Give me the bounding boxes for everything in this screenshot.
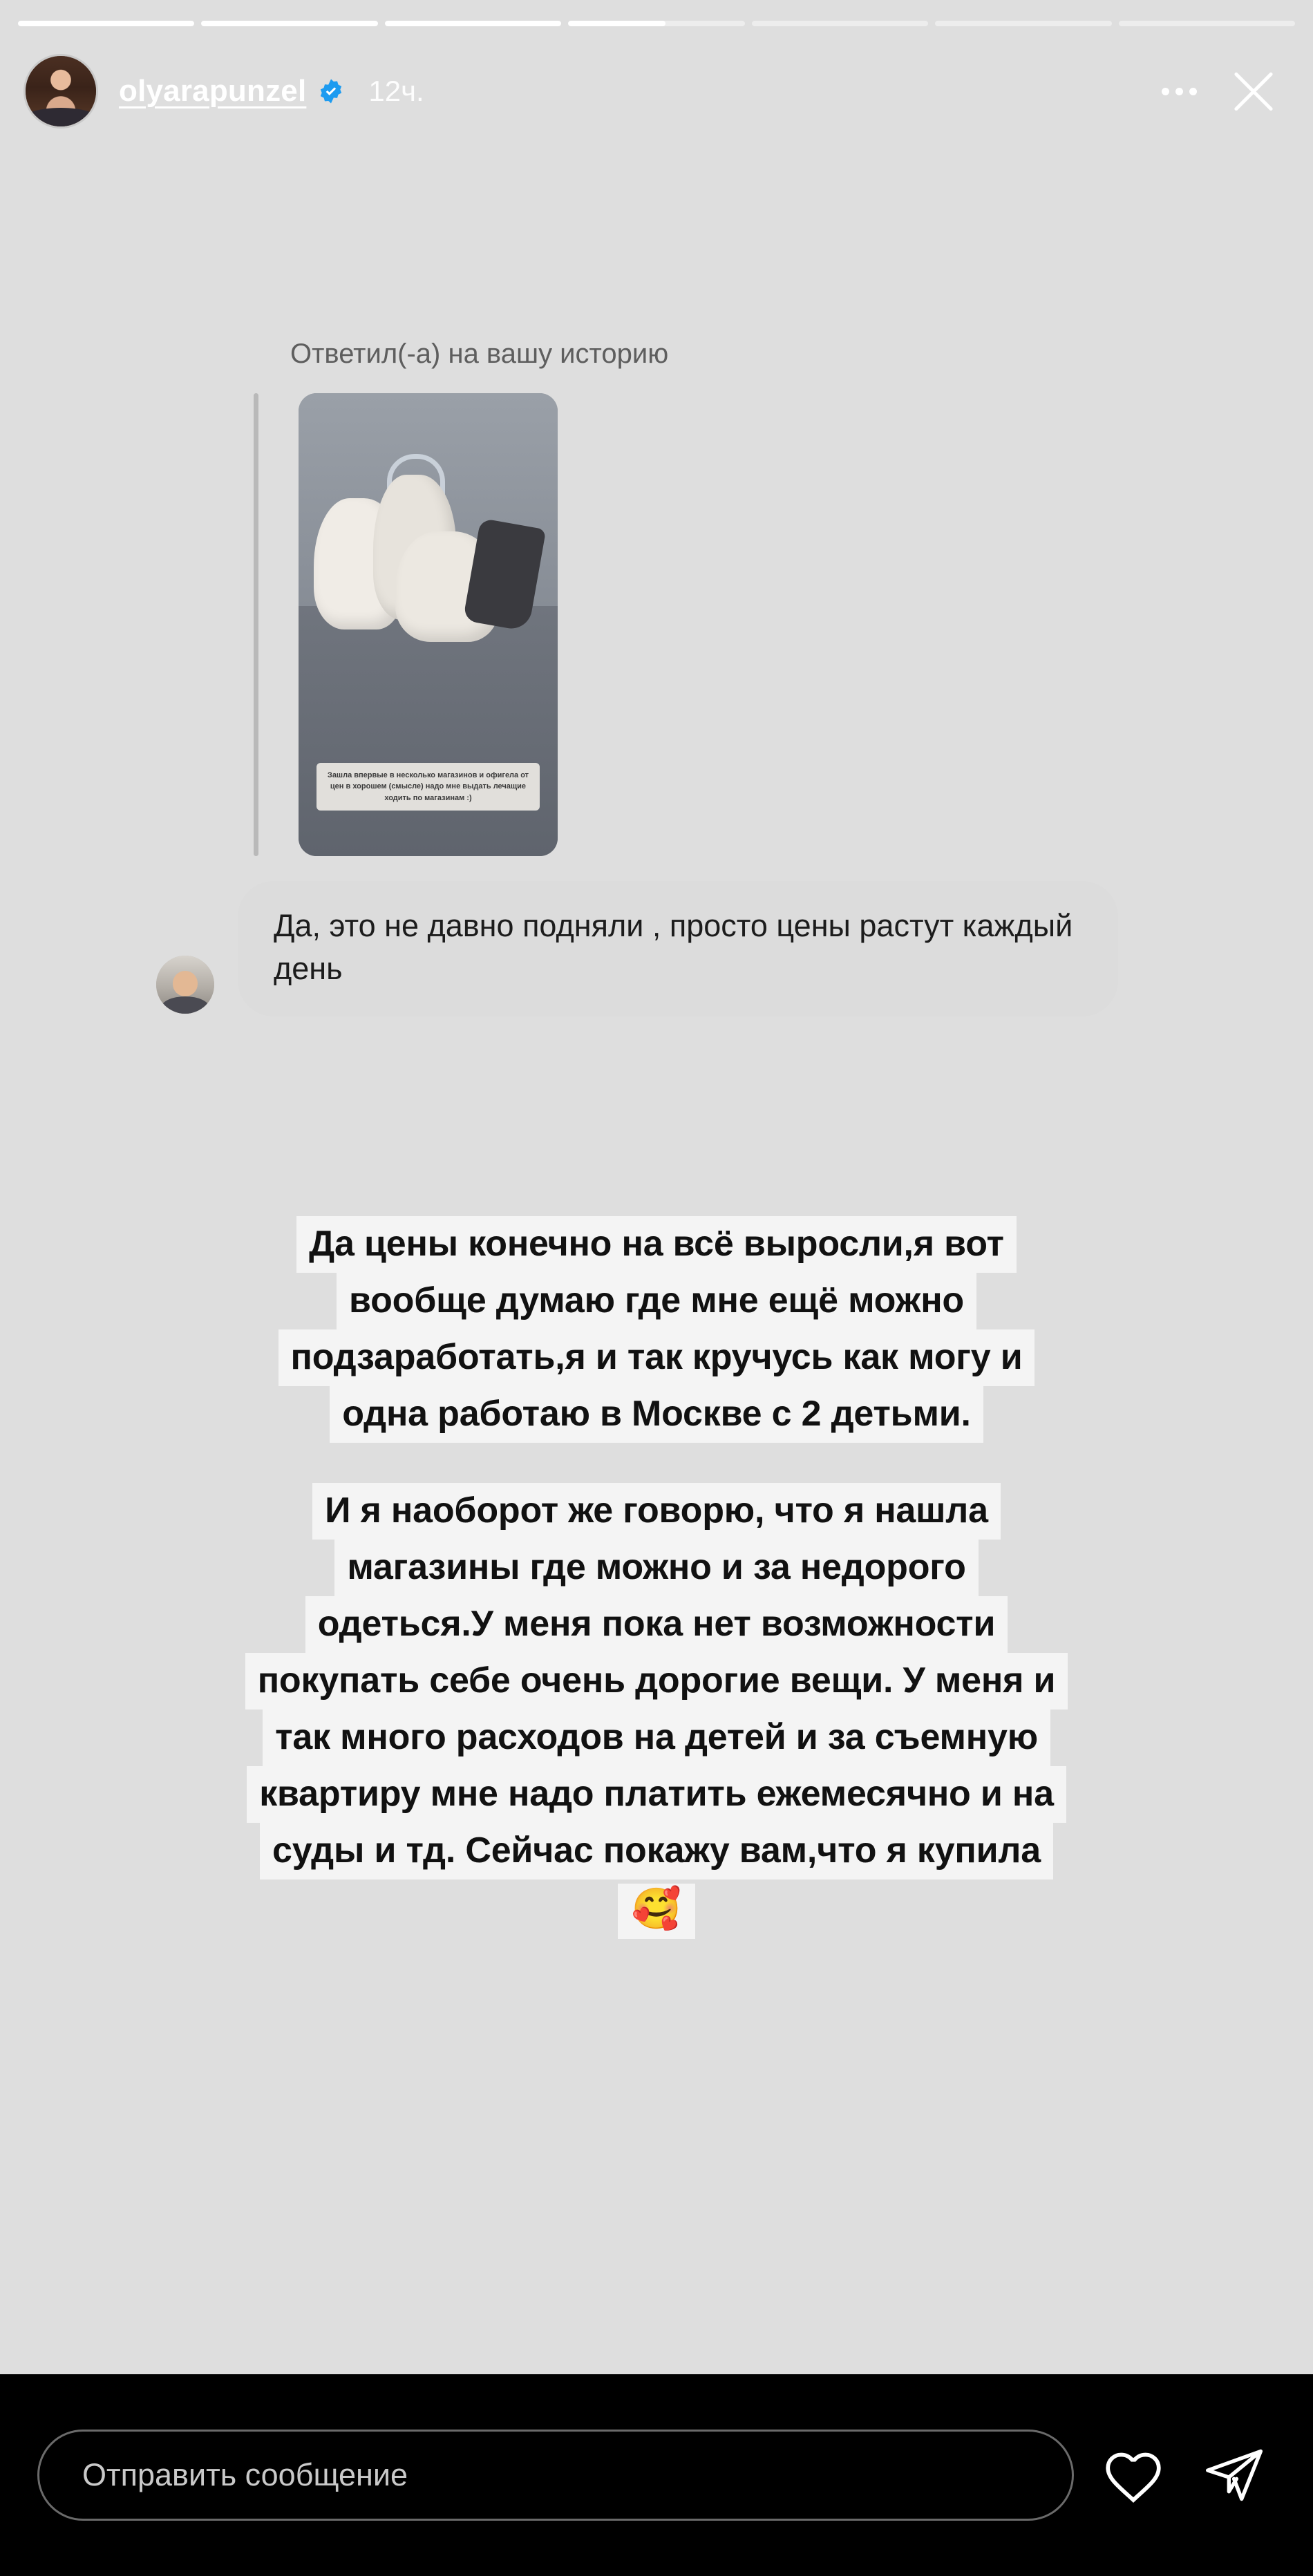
story-footer: [0, 2374, 1313, 2576]
caption-line: покупать себе очень дорогие вещи. У меня и: [245, 1653, 1068, 1710]
caption-paragraph: [0, 1216, 1313, 1443]
caption-line: одеться.У меня пока нет возможности: [305, 1596, 1008, 1653]
reply-message-bubble: Да, это не давно подняли , просто цены растут каждый день: [238, 881, 1118, 1016]
progress-segment[interactable]: [385, 21, 561, 26]
caption-line: магазины где можно и за недорого: [334, 1540, 978, 1596]
progress-segment[interactable]: [935, 21, 1111, 26]
story-header: [0, 43, 1313, 140]
caption-emoji: 🥰: [618, 1884, 695, 1939]
story-background-bottom: [0, 2250, 1313, 2374]
timestamp: 12ч.: [368, 75, 424, 107]
thumbnail-caption: Зашла впервые в несколько магазинов и офигела от цен в хорошем (смысле) надо мне выдать лечащие ходить по магазинам :): [317, 763, 540, 811]
caption-line: вообще думаю где мне ещё можно: [337, 1273, 976, 1329]
quoted-story-thumbnail[interactable]: [299, 393, 558, 856]
story-reply-block: [131, 339, 1189, 1016]
story-progress-bar: [18, 21, 1295, 26]
caption-line: суды и тд. Сейчас покажу вам,что я купила: [260, 1823, 1053, 1879]
caption-paragraph: [0, 1483, 1313, 1939]
username[interactable]: olyarapunzel: [119, 74, 307, 108]
sofa-seat: [299, 606, 558, 856]
story-caption: [0, 1216, 1313, 1939]
caption-line: И я наоборот же говорю, что я нашла: [312, 1483, 1001, 1540]
progress-segment[interactable]: [201, 21, 377, 26]
close-icon[interactable]: [1222, 59, 1285, 123]
replier-avatar[interactable]: [156, 956, 214, 1014]
progress-segment[interactable]: [18, 21, 194, 26]
quote-bar: [254, 393, 258, 856]
send-icon[interactable]: [1193, 2434, 1276, 2517]
more-options-icon[interactable]: [1151, 64, 1207, 119]
verified-badge-icon: [317, 77, 345, 105]
progress-segment[interactable]: [752, 21, 928, 26]
reply-message-row: [131, 881, 1189, 1016]
replied-label: Ответил(-а) на вашу историю: [290, 339, 669, 369]
progress-segment-active[interactable]: [568, 21, 744, 26]
message-input[interactable]: [37, 2430, 1074, 2521]
progress-segment[interactable]: [1119, 21, 1295, 26]
heart-icon[interactable]: [1092, 2434, 1175, 2517]
caption-line: подзаработать,я и так кручусь как могу и: [278, 1329, 1035, 1386]
avatar[interactable]: [23, 54, 98, 129]
caption-line: квартиру мне надо платить ежемесячно и на: [247, 1766, 1066, 1823]
caption-line: Да цены конечно на всё выросли,я вот: [296, 1216, 1017, 1273]
quoted-story-row: [131, 393, 1189, 856]
caption-line: так много расходов на детей и за съемную: [263, 1710, 1050, 1766]
caption-line: одна работаю в Москве с 2 детьми.: [330, 1386, 983, 1443]
author-block[interactable]: [119, 74, 345, 108]
